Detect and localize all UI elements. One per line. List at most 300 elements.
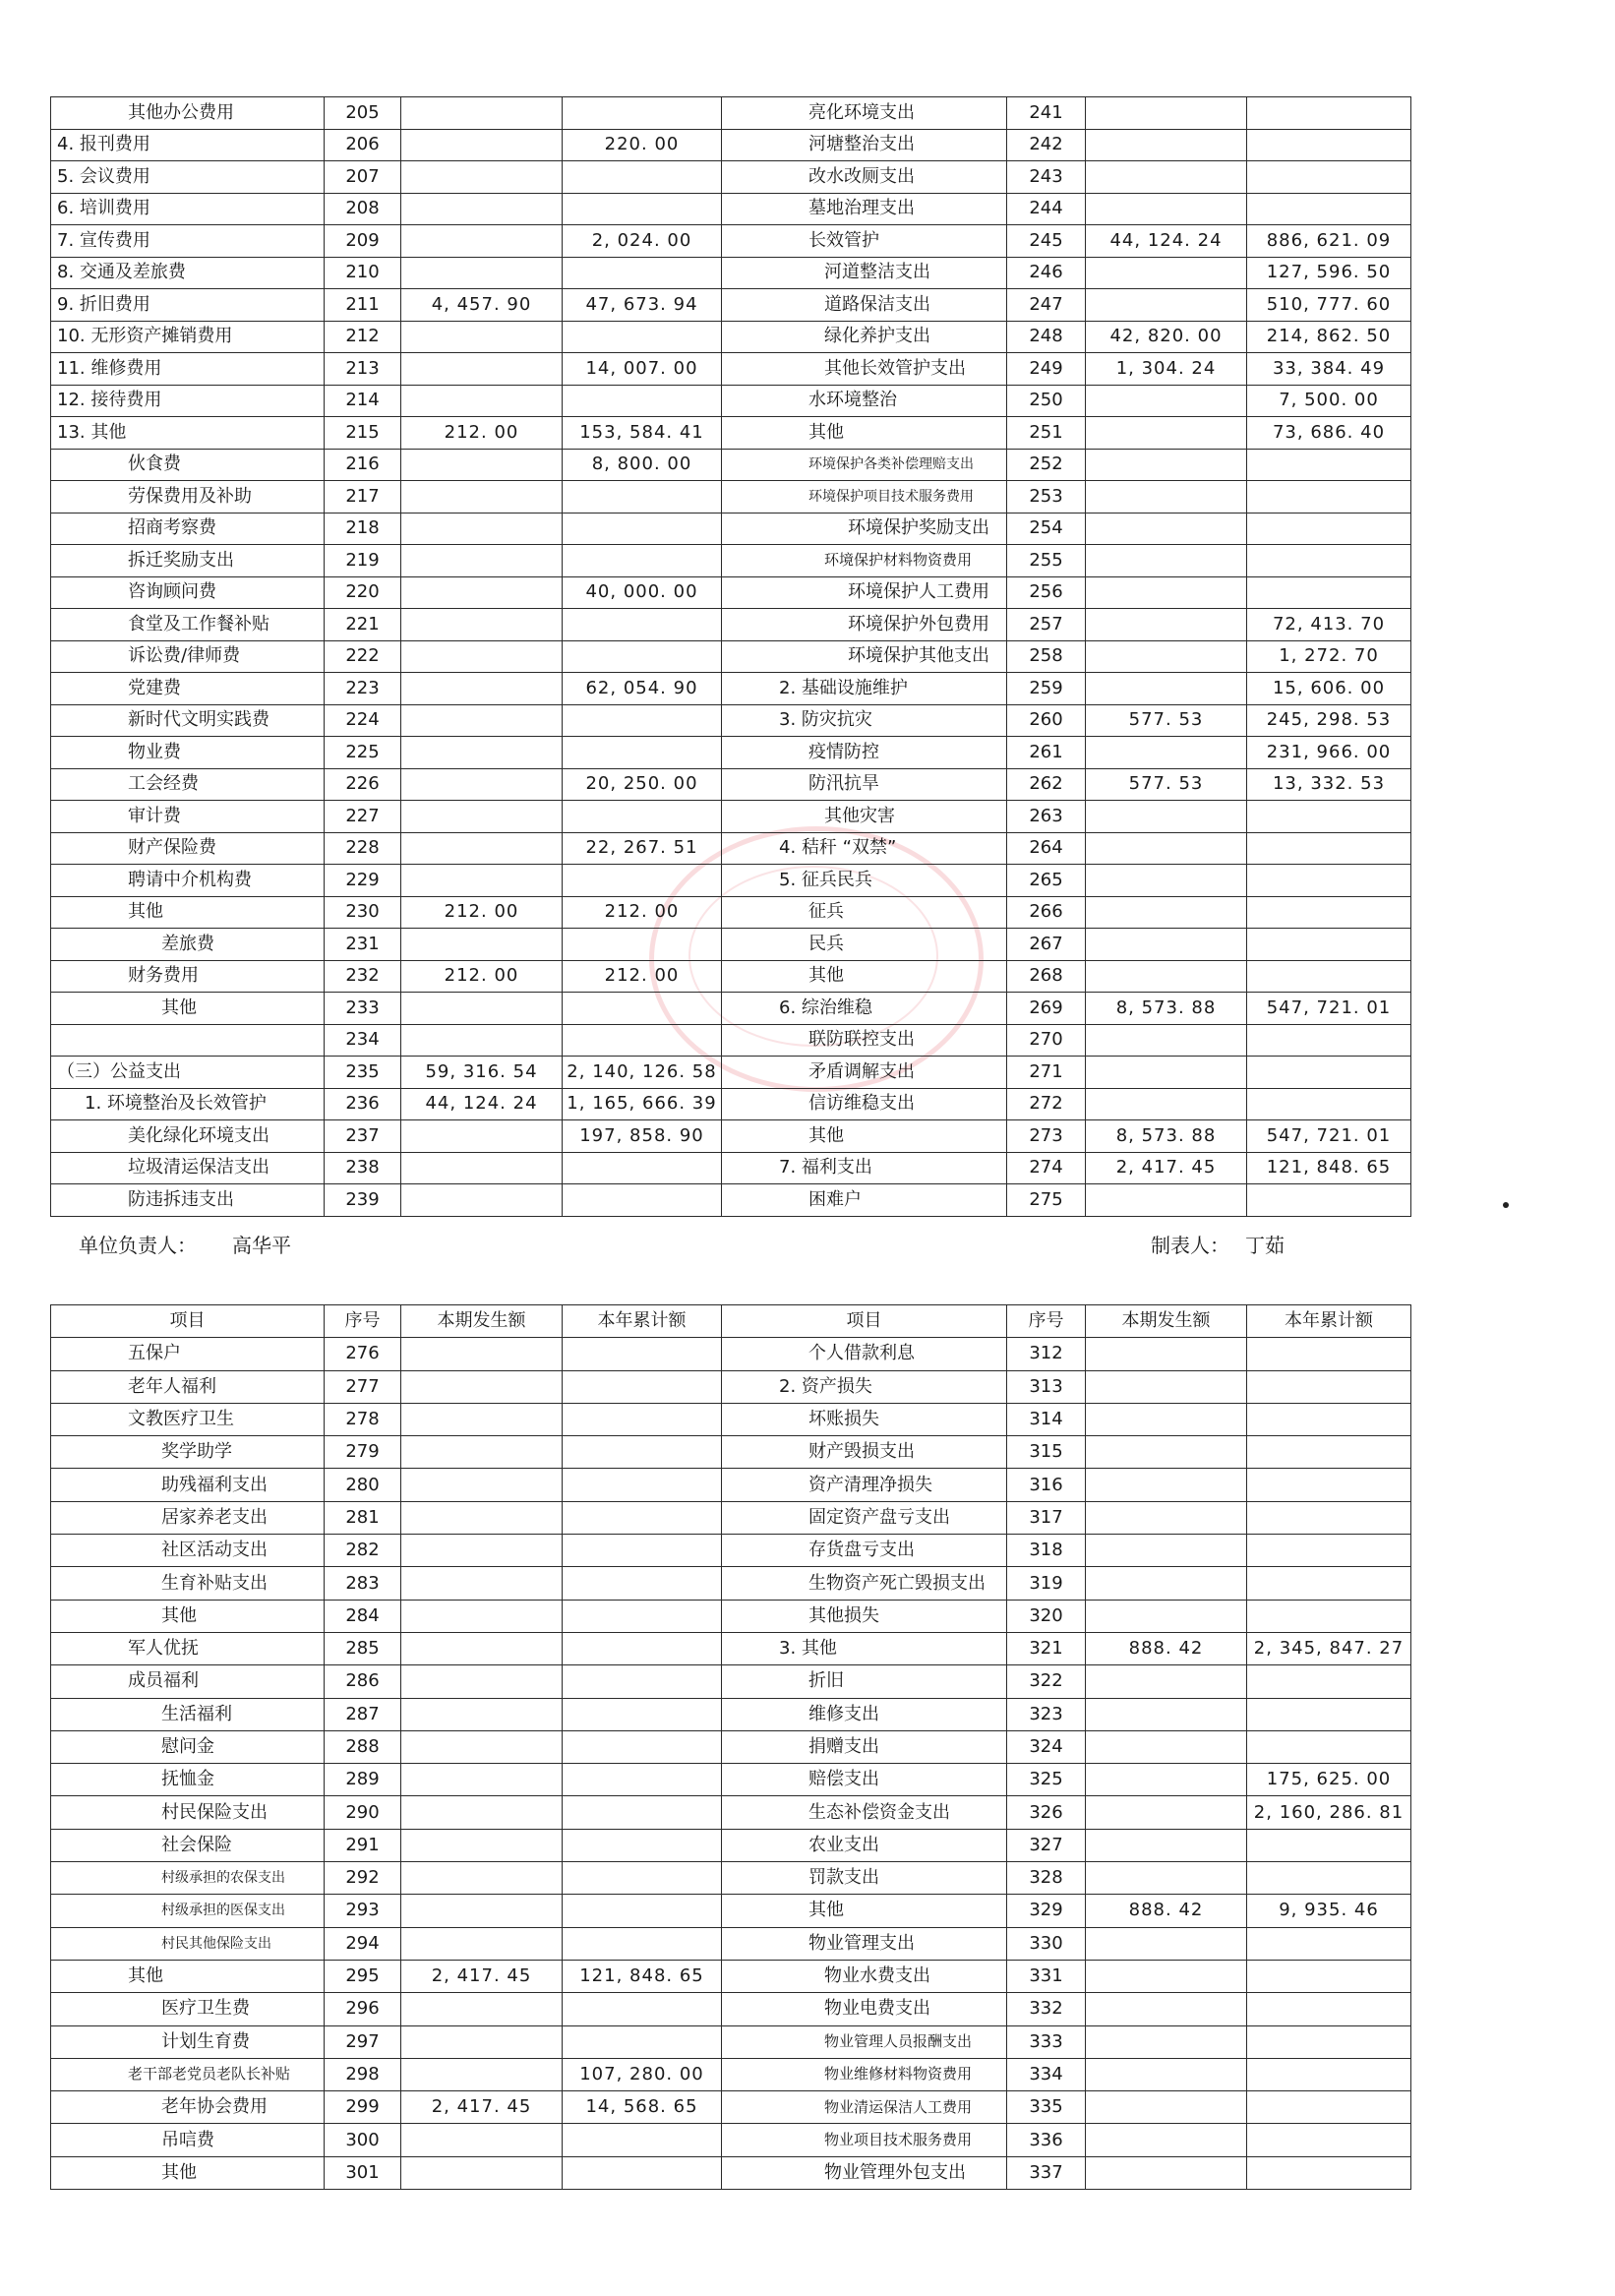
lower-table-left-ytd-cell [563, 2025, 722, 2058]
lower-table-right-ytd-cell [1247, 1993, 1411, 2025]
upper-table-right-seq-cell: 256 [1007, 576, 1086, 609]
upper-table-left-current-cell [401, 257, 563, 289]
upper-table-left-item-cell: （三）公益支出 [51, 1057, 325, 1089]
upper-table-left-ytd-cell [563, 513, 722, 545]
lower-table-left-seq-cell: 290 [325, 1796, 401, 1829]
upper-table-row [51, 801, 1411, 833]
lower-table-right-seq-cell: 316 [1007, 1469, 1086, 1501]
lower-table-row [51, 1436, 1411, 1469]
upper-table-left-current-cell [401, 737, 563, 769]
upper-table-row [51, 768, 1411, 801]
unit-head-name: 高华平 [232, 1234, 291, 1257]
lower-table-right-current-cell [1086, 2124, 1247, 2156]
upper-table-right-ytd-cell [1247, 1024, 1411, 1057]
lower-table-right-seq-cell: 334 [1007, 2058, 1086, 2090]
upper-table-right-seq-cell: 258 [1007, 640, 1086, 673]
upper-table-right-item-cell: 6. 综治维稳 [722, 993, 1007, 1025]
upper-table-right-item-cell: 环境保护人工费用 [722, 576, 1007, 609]
lower-table-left-current-cell: 2, 417. 45 [401, 2091, 563, 2124]
lower-table-left-seq-cell: 292 [325, 1862, 401, 1895]
lower-table-right-current-cell [1086, 1730, 1247, 1763]
upper-table-left-ytd-cell [563, 704, 722, 737]
upper-table-row [51, 640, 1411, 673]
upper-table-right-ytd-cell: 1, 272. 70 [1247, 640, 1411, 673]
lower-table-row [51, 1960, 1411, 1992]
lower-table-right-current-cell [1086, 2025, 1247, 2058]
lower-table-left-item-cell: 其他 [51, 1600, 325, 1632]
lower-table-left-ytd-cell [563, 1665, 722, 1698]
upper-table-right-current-cell [1086, 737, 1247, 769]
lower-table-left-ytd-cell [563, 1535, 722, 1567]
upper-table-right-ytd-cell [1247, 832, 1411, 865]
upper-table-right-item-cell: 民兵 [722, 929, 1007, 961]
lower-table-left-item-cell: 生育补贴支出 [51, 1567, 325, 1600]
upper-table-right-current-cell [1086, 609, 1247, 641]
lower-table-left-item-cell: 医疗卫生费 [51, 1993, 325, 2025]
lower-table-left-ytd-cell [563, 1829, 722, 1861]
upper-table-left-ytd-cell [563, 1184, 722, 1217]
upper-table-left-item-cell: 食堂及工作餐补贴 [51, 609, 325, 641]
lower-table-right-ytd-cell [1247, 1730, 1411, 1763]
upper-table-left-ytd-cell [563, 385, 722, 417]
lower-table-row [51, 1698, 1411, 1730]
upper-table-left-seq-cell: 237 [325, 1120, 401, 1153]
lower-table-left-current-cell [401, 1436, 563, 1469]
upper-table-left-seq-cell: 212 [325, 321, 401, 353]
lower-table-right-current-cell [1086, 2156, 1247, 2189]
lower-table-row [51, 1730, 1411, 1763]
upper-table-right-ytd-cell [1247, 97, 1411, 130]
upper-table-left-item-cell: 工会经费 [51, 768, 325, 801]
upper-table-right-seq-cell: 247 [1007, 289, 1086, 322]
lower-table-right-ytd-cell [1247, 1567, 1411, 1600]
lower-table-left-ytd-cell: 14, 568. 65 [563, 2091, 722, 2124]
upper-table-left-item-cell: 财产保险费 [51, 832, 325, 865]
upper-table-row [51, 545, 1411, 577]
column-header: 本期发生额 [401, 1305, 563, 1338]
lower-table-row [51, 1600, 1411, 1632]
upper-table-left-current-cell [401, 640, 563, 673]
lower-table-left-seq-cell: 288 [325, 1730, 401, 1763]
upper-table-left-current-cell [401, 1152, 563, 1184]
upper-table-right-item-cell: 长效管护 [722, 225, 1007, 258]
preparer-label: 制表人： [1151, 1234, 1229, 1257]
lower-table-right-seq-cell: 326 [1007, 1796, 1086, 1829]
upper-table-right-ytd-cell: 15, 606. 00 [1247, 673, 1411, 705]
upper-table-left-ytd-cell: 47, 673. 94 [563, 289, 722, 322]
upper-table-right-ytd-cell [1247, 513, 1411, 545]
lower-table-right-ytd-cell [1247, 1927, 1411, 1960]
upper-table-row [51, 832, 1411, 865]
upper-table-row [51, 225, 1411, 258]
upper-table-right-seq-cell: 268 [1007, 960, 1086, 993]
upper-table-left-seq-cell: 225 [325, 737, 401, 769]
lower-table-left-current-cell [401, 1501, 563, 1534]
upper-table-left-seq-cell: 238 [325, 1152, 401, 1184]
lower-table-right-item-cell: 农业支出 [722, 1829, 1007, 1861]
upper-table-right-item-cell: 防汛抗旱 [722, 768, 1007, 801]
upper-table-left-current-cell: 212. 00 [401, 417, 563, 450]
upper-table-left-item-cell: 美化绿化环境支出 [51, 1120, 325, 1153]
upper-table-left-seq-cell: 235 [325, 1057, 401, 1089]
lower-table-left-seq-cell: 295 [325, 1960, 401, 1992]
upper-table-right-seq-cell: 260 [1007, 704, 1086, 737]
upper-table-right-seq-cell: 271 [1007, 1057, 1086, 1089]
upper-table-left-item-cell: 其他 [51, 993, 325, 1025]
lower-table-right-item-cell: 3. 其他 [722, 1632, 1007, 1664]
lower-table-right-seq-cell: 315 [1007, 1436, 1086, 1469]
upper-table-left-ytd-cell: 20, 250. 00 [563, 768, 722, 801]
lower-table-left-current-cell [401, 1993, 563, 2025]
upper-table-left-item-cell: 新时代文明实践费 [51, 704, 325, 737]
lower-table-left-current-cell [401, 2156, 563, 2189]
upper-table-right-ytd-cell: 245, 298. 53 [1247, 704, 1411, 737]
lower-table-left-current-cell [401, 2025, 563, 2058]
upper-table-left-current-cell [401, 161, 563, 194]
upper-table-right-seq-cell: 244 [1007, 193, 1086, 225]
upper-table-left-current-cell [401, 1184, 563, 1217]
upper-table-right-item-cell: 困难户 [722, 1184, 1007, 1217]
upper-table-left-seq-cell: 227 [325, 801, 401, 833]
upper-table-right-seq-cell: 246 [1007, 257, 1086, 289]
upper-table-right-seq-cell: 243 [1007, 161, 1086, 194]
upper-table-right-item-cell: 水环境整治 [722, 385, 1007, 417]
lower-table-right-current-cell [1086, 1993, 1247, 2025]
upper-table-row [51, 737, 1411, 769]
lower-table-right-ytd-cell [1247, 1469, 1411, 1501]
upper-table-right-seq-cell: 259 [1007, 673, 1086, 705]
lower-table-right-item-cell: 物业清运保洁人工费用 [722, 2091, 1007, 2124]
lower-table-left-item-cell: 社区活动支出 [51, 1535, 325, 1567]
upper-table-left-ytd-cell [563, 1024, 722, 1057]
upper-table-left-current-cell [401, 576, 563, 609]
column-header: 序号 [1007, 1305, 1086, 1338]
upper-table-left-item-cell: 物业费 [51, 737, 325, 769]
upper-table-left-seq-cell: 215 [325, 417, 401, 450]
upper-table-right-current-cell [1086, 417, 1247, 450]
upper-table-left-item-cell: 招商考察费 [51, 513, 325, 545]
upper-table-right-item-cell: 矛盾调解支出 [722, 1057, 1007, 1089]
lower-table-left-current-cell [401, 2058, 563, 2090]
lower-table-right-item-cell: 个人借款利息 [722, 1338, 1007, 1370]
upper-table-right-current-cell [1086, 1057, 1247, 1089]
lower-table-right-current-cell: 888. 42 [1086, 1632, 1247, 1664]
column-header: 本年累计额 [563, 1305, 722, 1338]
upper-table-right-ytd-cell: 214, 862. 50 [1247, 321, 1411, 353]
lower-table-left-ytd-cell [563, 1632, 722, 1664]
lower-table-right-seq-cell: 335 [1007, 2091, 1086, 2124]
upper-table-left-seq-cell: 208 [325, 193, 401, 225]
lower-table-row [51, 2124, 1411, 2156]
upper-table-left-item-cell: 劳保费用及补助 [51, 481, 325, 514]
upper-table-left-current-cell [401, 225, 563, 258]
lower-table-right-current-cell [1086, 2091, 1247, 2124]
upper-table-row [51, 321, 1411, 353]
lower-table-right-seq-cell: 313 [1007, 1370, 1086, 1403]
lower-table-right-seq-cell: 321 [1007, 1632, 1086, 1664]
lower-table-right-item-cell: 物业管理支出 [722, 1927, 1007, 1960]
lower-table-row [51, 1665, 1411, 1698]
upper-table-row [51, 513, 1411, 545]
lower-table-right-ytd-cell [1247, 1403, 1411, 1435]
upper-table-right-item-cell: 河塘整治支出 [722, 129, 1007, 161]
upper-table-right-item-cell: 道路保洁支出 [722, 289, 1007, 322]
upper-table-right-item-cell: 信访维稳支出 [722, 1088, 1007, 1120]
upper-table-row [51, 257, 1411, 289]
lower-table-left-current-cell [401, 1730, 563, 1763]
lower-table-right-ytd-cell [1247, 1600, 1411, 1632]
lower-table-left-ytd-cell [563, 1469, 722, 1501]
upper-table-right-current-cell [1086, 1184, 1247, 1217]
lower-table-left-item-cell: 村民保险支出 [51, 1796, 325, 1829]
lower-table-row [51, 2025, 1411, 2058]
upper-table-left-ytd-cell: 212. 00 [563, 896, 722, 929]
lower-table-row [51, 1829, 1411, 1861]
lower-table-left-ytd-cell [563, 1370, 722, 1403]
upper-table-left-item-cell: 聘请中介机构费 [51, 865, 325, 897]
upper-table-row [51, 1088, 1411, 1120]
upper-table-right-current-cell [1086, 640, 1247, 673]
lower-table-left-ytd-cell [563, 1993, 722, 2025]
lower-table-right-seq-cell: 318 [1007, 1535, 1086, 1567]
lower-table-left-current-cell [401, 1600, 563, 1632]
lower-table-right-current-cell [1086, 1665, 1247, 1698]
upper-table-row [51, 97, 1411, 130]
lower-table-left-current-cell [401, 1698, 563, 1730]
upper-table-left-item-cell: 差旅费 [51, 929, 325, 961]
upper-table-right-current-cell [1086, 865, 1247, 897]
lower-table-left-ytd-cell [563, 1501, 722, 1534]
upper-table-right-seq-cell: 272 [1007, 1088, 1086, 1120]
lower-table-left-seq-cell: 289 [325, 1764, 401, 1796]
upper-table-right-seq-cell: 250 [1007, 385, 1086, 417]
lower-table-left-item-cell: 成员福利 [51, 1665, 325, 1698]
upper-table-right-ytd-cell: 121, 848. 65 [1247, 1152, 1411, 1184]
lower-table-right-ytd-cell [1247, 1698, 1411, 1730]
upper-table-left-current-cell [401, 801, 563, 833]
lower-table-row [51, 1764, 1411, 1796]
upper-table-left-seq-cell: 229 [325, 865, 401, 897]
upper-table-left-seq-cell: 219 [325, 545, 401, 577]
upper-table-left-current-cell [401, 1120, 563, 1153]
lower-table-right-item-cell: 物业管理人员报酬支出 [722, 2025, 1007, 2058]
lower-table-right-seq-cell: 312 [1007, 1338, 1086, 1370]
upper-table-left-seq-cell: 228 [325, 832, 401, 865]
lower-table-right-current-cell [1086, 1370, 1247, 1403]
upper-table-left-ytd-cell: 40, 000. 00 [563, 576, 722, 609]
upper-table-left-ytd-cell: 62, 054. 90 [563, 673, 722, 705]
upper-table-right-seq-cell: 242 [1007, 129, 1086, 161]
lower-table-left-seq-cell: 278 [325, 1403, 401, 1435]
lower-table-right-ytd-cell [1247, 1829, 1411, 1861]
upper-table-left-item-cell: 10. 无形资产摊销费用 [51, 321, 325, 353]
lower-table-right-seq-cell: 331 [1007, 1960, 1086, 1992]
lower-table-right-seq-cell: 325 [1007, 1764, 1086, 1796]
lower-table-right-current-cell [1086, 1501, 1247, 1534]
lower-table-right-seq-cell: 314 [1007, 1403, 1086, 1435]
upper-table-row [51, 704, 1411, 737]
lower-table-left-current-cell: 2, 417. 45 [401, 1960, 563, 1992]
upper-table-left-seq-cell: 211 [325, 289, 401, 322]
stray-ink-dot [1503, 1202, 1509, 1208]
upper-table-row [51, 385, 1411, 417]
upper-table-right-seq-cell: 265 [1007, 865, 1086, 897]
lower-table-right-current-cell [1086, 1338, 1247, 1370]
upper-table-right-ytd-cell [1247, 1184, 1411, 1217]
upper-table-right-current-cell [1086, 545, 1247, 577]
upper-table-left-current-cell [401, 704, 563, 737]
lower-table-right-item-cell: 物业管理外包支出 [722, 2156, 1007, 2189]
upper-table-left-item-cell [51, 1024, 325, 1057]
upper-table-left-seq-cell: 232 [325, 960, 401, 993]
lower-table-left-item-cell: 其他 [51, 2156, 325, 2189]
upper-table-right-current-cell [1086, 257, 1247, 289]
expense-table-lower [50, 1304, 1411, 2190]
lower-table-left-current-cell [401, 1535, 563, 1567]
upper-table-left-ytd-cell [563, 193, 722, 225]
upper-table-right-item-cell: 改水改厕支出 [722, 161, 1007, 194]
lower-table-left-seq-cell: 294 [325, 1927, 401, 1960]
lower-table-left-item-cell: 其他 [51, 1960, 325, 1992]
lower-table-left-ytd-cell [563, 1567, 722, 1600]
upper-table-right-seq-cell: 253 [1007, 481, 1086, 514]
upper-table-right-ytd-cell: 73, 686. 40 [1247, 417, 1411, 450]
lower-table-left-item-cell: 助残福利支出 [51, 1469, 325, 1501]
lower-table-right-item-cell: 固定资产盘亏支出 [722, 1501, 1007, 1534]
upper-table-right-seq-cell: 257 [1007, 609, 1086, 641]
upper-table-left-seq-cell: 230 [325, 896, 401, 929]
lower-table-right-item-cell: 财产毁损支出 [722, 1436, 1007, 1469]
lower-table-row [51, 1796, 1411, 1829]
upper-table-right-seq-cell: 267 [1007, 929, 1086, 961]
upper-table-left-ytd-cell [563, 321, 722, 353]
upper-table-left-item-cell: 垃圾清运保洁支出 [51, 1152, 325, 1184]
upper-table-right-current-cell [1086, 1088, 1247, 1120]
lower-table-left-ytd-cell [563, 1895, 722, 1927]
lower-table-right-current-cell [1086, 1567, 1247, 1600]
upper-table-right-item-cell: 亮化环境支出 [722, 97, 1007, 130]
lower-table-right-current-cell [1086, 1698, 1247, 1730]
lower-table-right-item-cell: 折旧 [722, 1665, 1007, 1698]
upper-table-right-ytd-cell [1247, 960, 1411, 993]
upper-table-left-ytd-cell [563, 97, 722, 130]
lower-table-row [51, 1632, 1411, 1664]
upper-table-left-seq-cell: 213 [325, 353, 401, 386]
lower-table-right-seq-cell: 322 [1007, 1665, 1086, 1698]
lower-table-left-ytd-cell [563, 1600, 722, 1632]
lower-table-left-seq-cell: 276 [325, 1338, 401, 1370]
lower-table-right-current-cell [1086, 2058, 1247, 2090]
lower-table-left-seq-cell: 279 [325, 1436, 401, 1469]
lower-table-row [51, 1993, 1411, 2025]
lower-table-left-seq-cell: 296 [325, 1993, 401, 2025]
upper-table-left-item-cell: 拆迁奖励支出 [51, 545, 325, 577]
lower-table-right-current-cell [1086, 1829, 1247, 1861]
lower-table-left-item-cell: 文教医疗卫生 [51, 1403, 325, 1435]
lower-table-left-current-cell [401, 1370, 563, 1403]
lower-table-left-seq-cell: 281 [325, 1501, 401, 1534]
lower-table-row [51, 1469, 1411, 1501]
lower-table-right-seq-cell: 323 [1007, 1698, 1086, 1730]
lower-table-left-ytd-cell [563, 1796, 722, 1829]
upper-table-left-current-cell [401, 321, 563, 353]
lower-table-left-seq-cell: 283 [325, 1567, 401, 1600]
upper-table-left-ytd-cell: 220. 00 [563, 129, 722, 161]
upper-table-left-seq-cell: 222 [325, 640, 401, 673]
lower-table-left-seq-cell: 285 [325, 1632, 401, 1664]
lower-table-left-seq-cell: 293 [325, 1895, 401, 1927]
upper-table-left-item-cell: 财务费用 [51, 960, 325, 993]
upper-table-left-seq-cell: 210 [325, 257, 401, 289]
upper-table-left-seq-cell: 234 [325, 1024, 401, 1057]
upper-table-row [51, 1152, 1411, 1184]
lower-table-left-current-cell [401, 1927, 563, 1960]
lower-table-left-seq-cell: 282 [325, 1535, 401, 1567]
upper-table-right-current-cell [1086, 193, 1247, 225]
lower-table-right-item-cell: 捐赠支出 [722, 1730, 1007, 1763]
upper-table-left-current-cell [401, 768, 563, 801]
lower-table-row [51, 1338, 1411, 1370]
upper-table-right-current-cell [1086, 129, 1247, 161]
lower-table-left-ytd-cell [563, 2124, 722, 2156]
lower-table-right-ytd-cell: 9, 935. 46 [1247, 1895, 1411, 1927]
upper-table-right-current-cell: 44, 124. 24 [1086, 225, 1247, 258]
upper-table-left-current-cell [401, 97, 563, 130]
lower-table-right-seq-cell: 327 [1007, 1829, 1086, 1861]
lower-table-right-item-cell: 坏账损失 [722, 1403, 1007, 1435]
upper-table-row [51, 993, 1411, 1025]
upper-table-right-ytd-cell [1247, 896, 1411, 929]
lower-table-left-item-cell: 居家养老支出 [51, 1501, 325, 1534]
upper-table-right-current-cell [1086, 481, 1247, 514]
upper-table-right-item-cell: 环境保护项目技术服务费用 [722, 481, 1007, 514]
lower-table-left-current-cell [401, 1829, 563, 1861]
upper-table-right-ytd-cell [1247, 449, 1411, 481]
upper-table-right-item-cell: 环境保护外包费用 [722, 609, 1007, 641]
upper-table-right-item-cell: 其他 [722, 1120, 1007, 1153]
upper-table-left-current-cell [401, 449, 563, 481]
lower-table-row [51, 1501, 1411, 1534]
lower-table-left-ytd-cell [563, 1436, 722, 1469]
lower-table-right-current-cell [1086, 1436, 1247, 1469]
upper-table-right-current-cell: 2, 417. 45 [1086, 1152, 1247, 1184]
upper-table-row [51, 289, 1411, 322]
lower-table-right-seq-cell: 324 [1007, 1730, 1086, 1763]
upper-table-left-item-cell: 11. 维修费用 [51, 353, 325, 386]
upper-table-right-current-cell [1086, 513, 1247, 545]
lower-table-row [51, 1535, 1411, 1567]
lower-table-left-current-cell [401, 1895, 563, 1927]
upper-table-left-seq-cell: 233 [325, 993, 401, 1025]
upper-table-left-current-cell: 212. 00 [401, 960, 563, 993]
upper-table-left-ytd-cell: 22, 267. 51 [563, 832, 722, 865]
lower-table-right-current-cell [1086, 1535, 1247, 1567]
lower-table-left-seq-cell: 291 [325, 1829, 401, 1861]
lower-table-right-seq-cell: 329 [1007, 1895, 1086, 1927]
lower-table-left-item-cell: 老年人福利 [51, 1370, 325, 1403]
upper-table-left-ytd-cell [563, 1152, 722, 1184]
lower-table-left-seq-cell: 284 [325, 1600, 401, 1632]
lower-table-right-seq-cell: 337 [1007, 2156, 1086, 2189]
lower-table-left-seq-cell: 300 [325, 2124, 401, 2156]
upper-table-right-seq-cell: 273 [1007, 1120, 1086, 1153]
lower-table-right-ytd-cell [1247, 1436, 1411, 1469]
upper-table-left-ytd-cell [563, 161, 722, 194]
lower-table-right-ytd-cell [1247, 2124, 1411, 2156]
upper-table-right-ytd-cell: 510, 777. 60 [1247, 289, 1411, 322]
upper-table-right-item-cell: 联防联控支出 [722, 1024, 1007, 1057]
upper-table-right-current-cell [1086, 1024, 1247, 1057]
